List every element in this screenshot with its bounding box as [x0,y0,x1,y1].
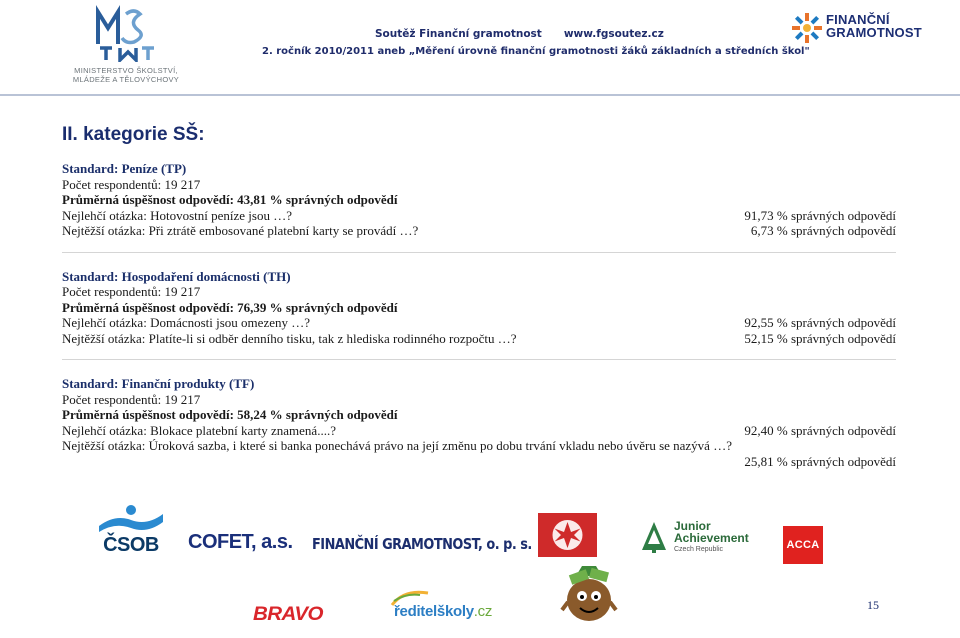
csob-wave-icon [95,504,167,534]
reditel-text [394,603,492,620]
hardest-percent: 52,15 % správných odpovědí [744,330,896,346]
ja-name [674,520,749,544]
easiest-question-row [62,208,896,224]
ministry-line-2: MLÁDEŽE A TĚLOVÝCHOVY [72,75,180,84]
average-success: Průměrná úspěšnost odpovědí: 58,24 % správných odpovědí [62,407,398,422]
easiest-percent: 92,40 % správných odpovědí [744,422,896,438]
fg-logo-text [826,13,922,39]
contest-website: www.fgsoutez.cz [563,28,664,40]
section-divider [62,359,896,360]
respondents-count: Počet respondentů: 19 217 [62,284,201,299]
hardest-question: Nejtěžší otázka: Při ztrátě embosované platební karty se provádí …? [62,223,419,238]
msmt-logo [64,4,184,90]
reditel-name: ředitelškoly [394,603,474,620]
msmt-mark-icon [94,4,156,62]
average-success: Průměrná úspěšnost odpovědí: 76,39 % správných odpovědí [62,299,398,315]
hardest-question-row [62,331,896,347]
easiest-question: Nejlehčí otázka: Blokace platební karty znamená....? [62,422,336,438]
sunburst-icon [791,12,823,44]
malta-logo [538,513,597,557]
easiest-percent: 92,55 % správných odpovědí [744,315,896,330]
easiest-question-row [62,423,896,439]
csob-logo [95,504,167,558]
main-content [62,123,902,469]
cofet-logo: COFET, a.s. [188,531,293,553]
hardest-question: Nejtěžší otázka: Úroková sazba, i které si banka ponechává právo na její změnu po dobu trvání vkladu nebo úvěru se nazývá …? [62,438,732,453]
easiest-question: Nejlehčí otázka: Domácnosti jsou omezeny …? [62,315,311,330]
hardest-percent: 25,81 % správných odpovědí [744,453,896,469]
section-financni-produkty [62,376,896,469]
fg-logo-line-2: GRAMOTNOST [826,25,922,40]
contest-subtitle: 2. ročník 2010/2011 aneb „Měření úrovně finanční gramotnosti žáků základních a středních škol" [262,46,810,57]
sponsor-logos [0,495,960,638]
standard-name: Standard: Finanční produkty (TF) [62,376,255,391]
header-center [262,26,810,60]
reditel-tld: .cz [473,603,493,620]
csob-text: ČSOB [103,534,159,556]
mascot-logo [560,562,618,624]
bravo-logo: BRAVO [253,604,323,625]
msmt-text [64,66,188,84]
easiest-question: Nejlehčí otázka: Hotovostní peníze jsou …? [62,207,292,223]
junior-achievement-logo [638,519,749,560]
section-hospodareni [62,269,896,347]
respondents-count: Počet respondentů: 19 217 [62,391,201,407]
reditel-skoly-logo [386,587,516,627]
acca-logo: ACCA [783,526,823,564]
respondents-count: Počet respondentů: 19 217 [62,176,201,192]
fg-logo-line-1: FINANČNÍ [826,12,890,27]
page-header [0,0,960,95]
section-divider [62,252,896,253]
fgop-logo: FINANČNÍ GRAMOTNOST, o. p. s. [312,535,532,553]
hardest-question-row [62,438,896,454]
hardest-question: Nejtěžší otázka: Platíte-li si odběr denního tisku, tak z hlediska rodinného rozpočtu …? [62,330,517,346]
average-success: Průměrná úspěšnost odpovědí: 43,81 % správných odpovědí [62,192,398,207]
financni-gramotnost-logo [791,10,922,50]
easiest-percent: 91,73 % správných odpovědí [744,207,896,223]
hardest-percent: 6,73 % správných odpovědí [750,223,896,238]
header-divider [0,94,960,96]
standard-name: Standard: Hospodaření domácnosti (TH) [62,268,291,284]
ja-tree-icon [638,520,670,554]
ja-line-1: Junior [674,519,711,533]
standard-name: Standard: Peníze (TP) [62,161,187,176]
easiest-question-row [62,315,896,331]
contest-name: Soutěž Finanční gramotnost [375,28,542,40]
money-bag-mascot-icon [560,562,618,624]
maltese-cross-icon [538,513,597,557]
ministry-line-1: MINISTERSTVO ŠKOLSTVÍ, [74,66,178,75]
hardest-question-row [62,223,896,239]
ja-country: Czech Republic [674,546,724,553]
page-number: 15 [867,598,879,612]
ja-line-2: Achievement [674,531,749,545]
section-peníze [62,161,896,239]
category-title: II. kategorie SŠ: [62,124,205,145]
